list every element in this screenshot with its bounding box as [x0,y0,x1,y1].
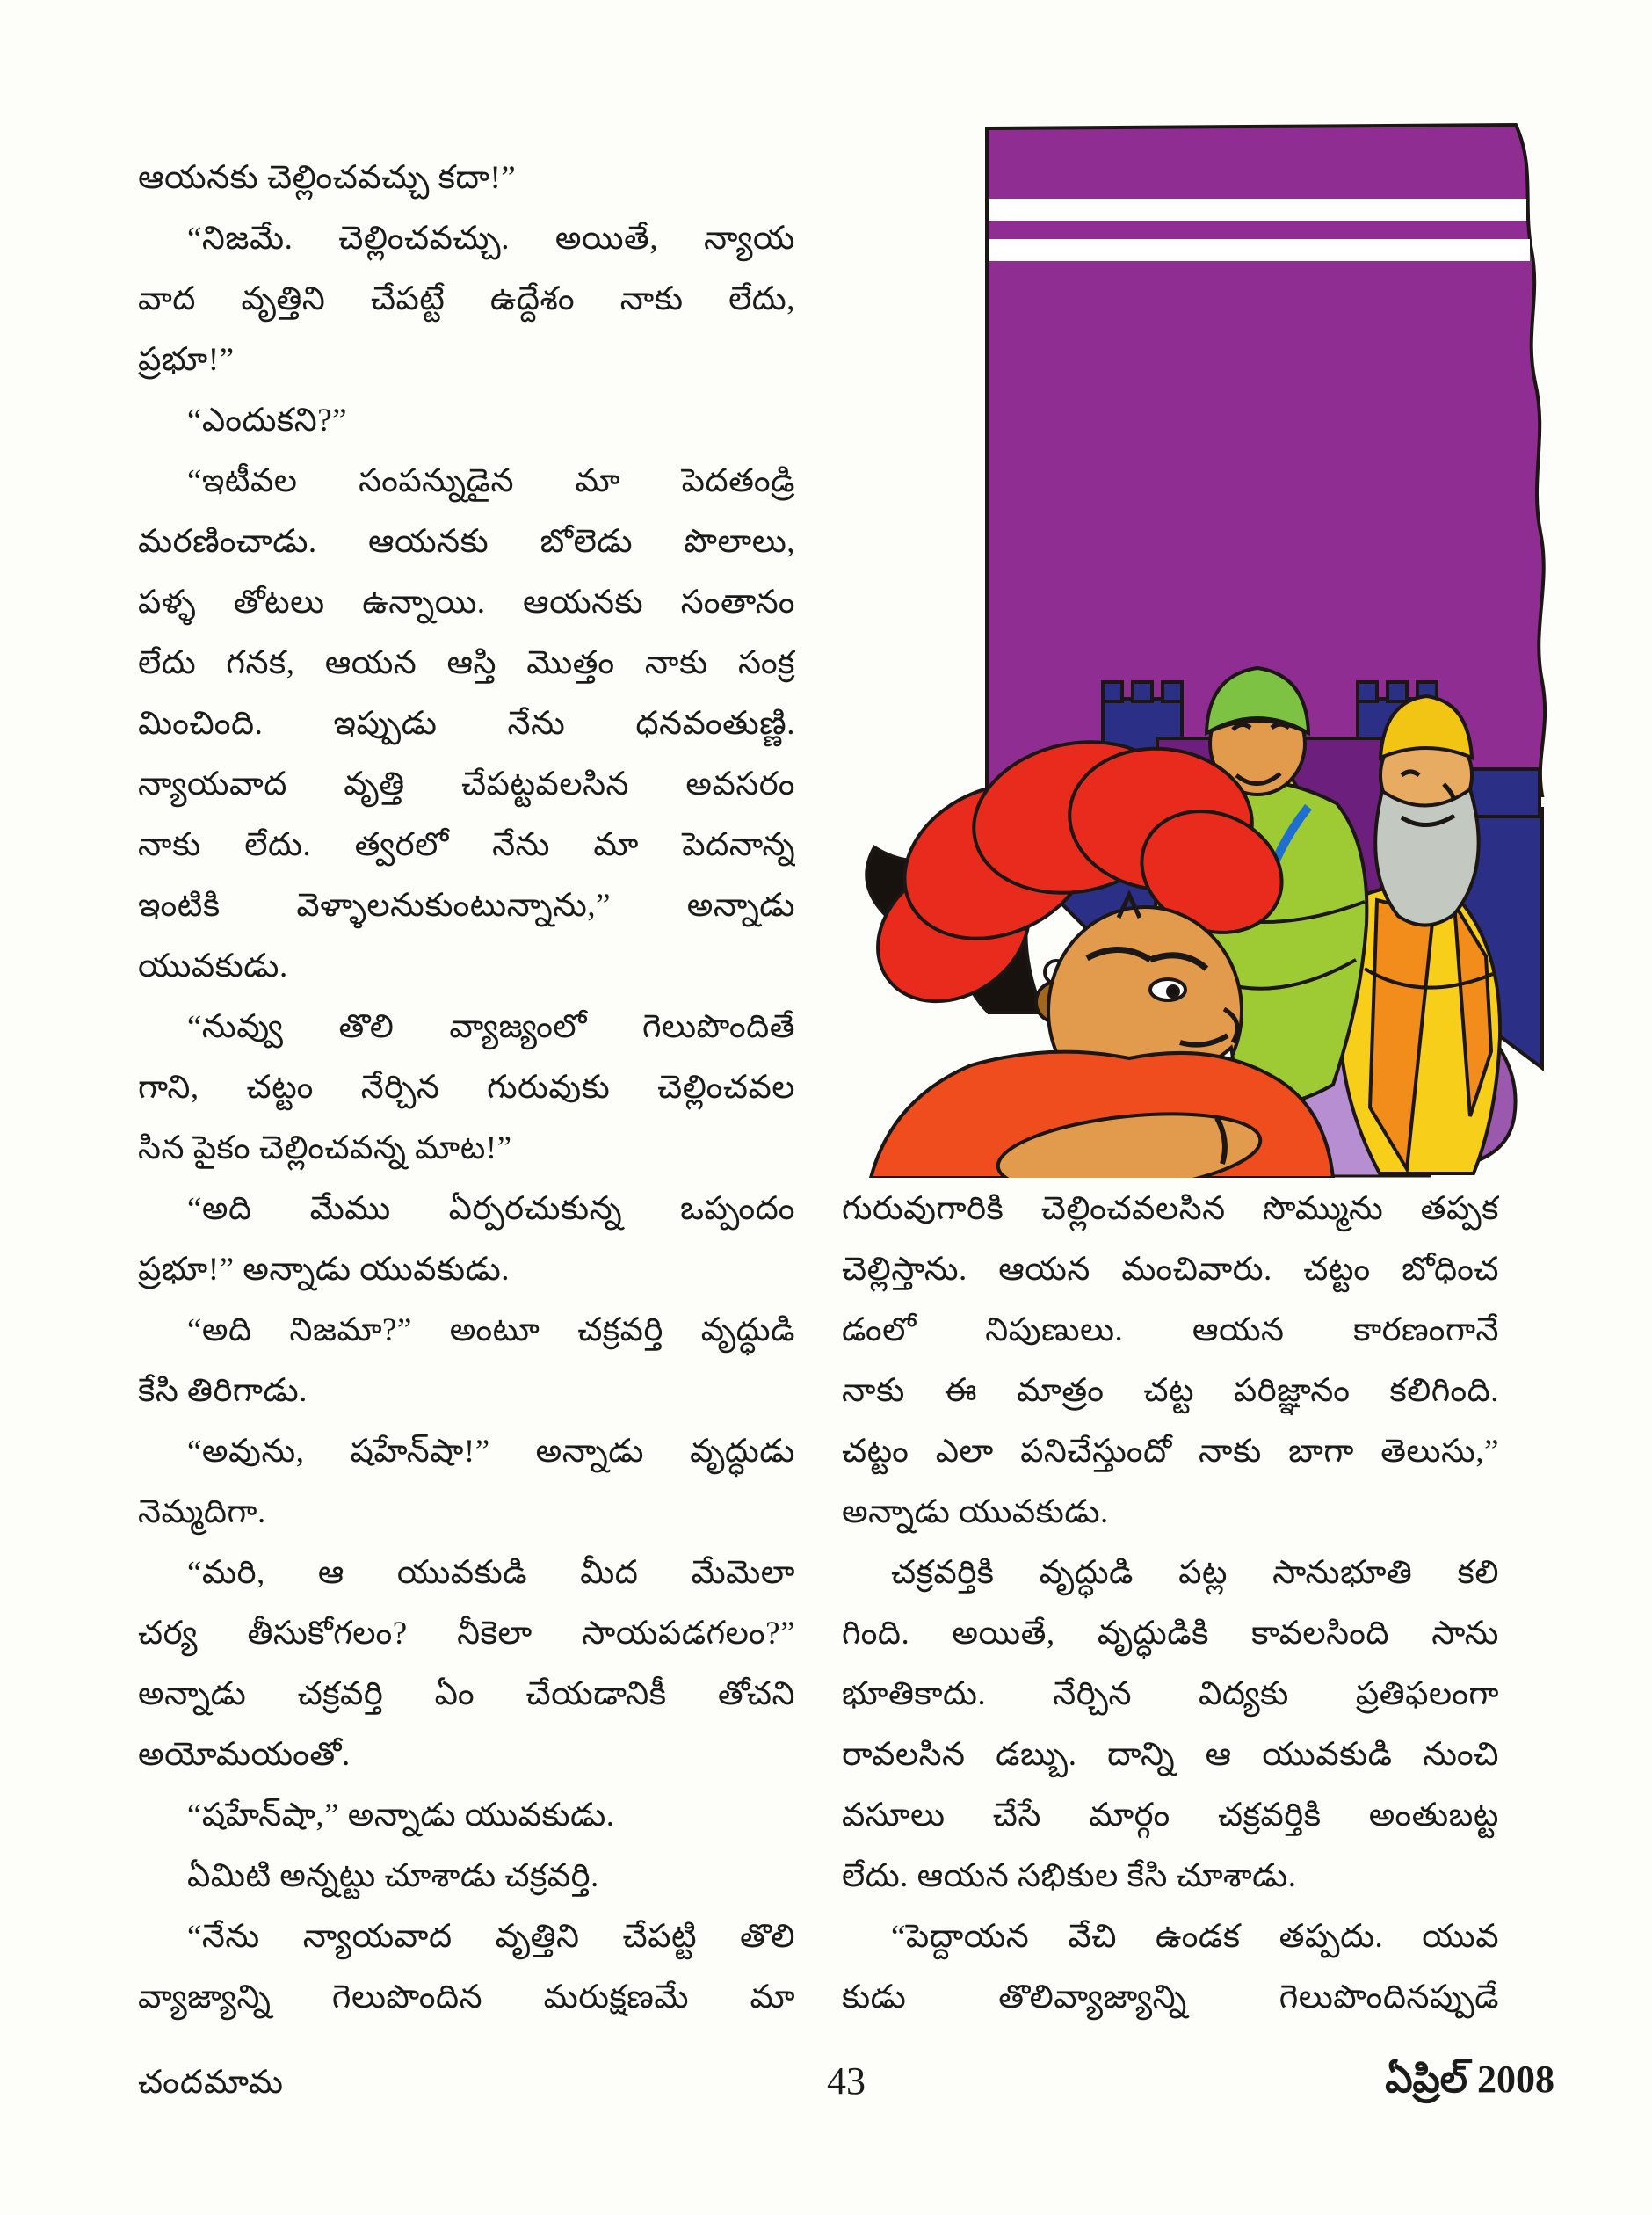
issue-date: ఏప్రిల్ 2008 [1385,2058,1554,2101]
story-text-line: ఏమిటి అన్నట్టు చూశాడు చక్రవర్తి. [187,1858,599,1894]
story-text-line: చెల్లిస్తాను. ఆయన మంచివారు. చట్టం బోధించ [842,1252,1499,1288]
story-text-line: “ఇటీవల సంపన్నుడైన మా పెదతండ్రి [187,463,795,499]
story-text-line: అయోమయంతో. [138,1737,351,1773]
story-text-line: “నిజమే. చెల్లించవచ్చు. అయితే, న్యాయ [187,221,795,257]
story-text-line: గురువుగారికి చెల్లించవలసిన సొమ్మును తప్పక [842,1191,1499,1227]
story-text-line: “పెద్దాయన వేచి ఉండక తప్పదు. యువ [891,1919,1499,1955]
story-text-line: వాద వృత్తిని చేపట్టే ఉద్దేశం నాకు లేదు, [138,281,795,317]
story-text-line: గింది. అయితే, వృద్ధుడికి కావలసింది సాను [842,1616,1499,1652]
magazine-name: చందమామ [138,2065,285,2101]
story-right-column [842,1179,1499,2028]
story-left-column [138,148,795,2028]
page-footer [138,2055,1554,2117]
story-text-line: “అది నిజమా?” అంటూ చక్రవర్తి వృద్ధుడి [187,1312,795,1348]
story-text-line: నాకు ఈ మాత్రం చట్ట పరిజ్ఞానం కలిగింది. [842,1373,1499,1409]
story-text-line: వ్యాజ్యాన్ని గెలుపొందిన మరుక్షణమే మా [138,1979,795,2015]
story-text-line: అన్నాడు యువకుడు. [842,1494,1109,1530]
story-text-line: రావలసిన డబ్బు. దాన్ని ఆ యువకుడి నుంచి [842,1737,1499,1773]
story-text-line: చక్రవర్తికి వృద్ధుడి పట్ల సానుభూతి కలి [891,1555,1499,1591]
story-text-line: “షహేన్‌షా,” అన్నాడు యువకుడు. [187,1797,615,1834]
story-text-line: లేదు. ఆయన సభికుల కేసి చూశాడు. [842,1858,1297,1894]
turban-man-pupil [1168,986,1178,997]
story-text-line: “నేను న్యాయవాద వృత్తిని చేపట్టి తొలి [187,1919,795,1955]
story-text-line: చట్టం ఎలా పనిచేస్తుందో నాకు బాగా తెలుసు,” [842,1434,1499,1470]
story-text-line: న్యాయవాద వృత్తి చేపట్టవలసిన అవసరం [138,766,795,802]
story-text-line: సిన పైకం చెల్లించవన్న మాట!” [138,1130,512,1166]
story-text-line: నెమ్మదిగా. [138,1494,266,1530]
story-text-line: నాకు లేదు. త్వరలో నేను మా పెదనాన్న [138,827,795,863]
story-text-line: మరణించాడు. ఆయనకు బోలెడు పొలాలు, [138,524,795,560]
story-text-line: “ఎందుకని?” [187,403,348,439]
story-illustration-svg [839,123,1582,1178]
story-text-line: “అవును, షహేన్‌షా!” అన్నాడు వృద్ధుడు [187,1434,795,1470]
story-illustration [839,123,1582,1178]
page-number: 43 [827,2059,866,2102]
story-text-line: ఆయనకు చెల్లించవచ్చు కదా!” [138,160,517,196]
story-text-line: ప్రభూ!” అన్నాడు యువకుడు. [138,1252,511,1288]
story-text-line: కుడు తొలివ్యాజ్యాన్ని గెలుపొందినప్పుడే [842,1979,1499,2015]
banner-stripe [989,239,1530,261]
story-text-line: యువకుడు. [138,948,288,984]
story-text-line: “మరి, ఆ యువకుడి మీద మేమెలా [187,1555,795,1591]
story-text-line: “అది మేము ఏర్పరచుకున్న ఒప్పందం [187,1191,795,1227]
story-text-line: వసూలు చేసే మార్గం చక్రవర్తికి అంతుబట్ట [842,1797,1499,1834]
story-text-line: పళ్ళ తోటలు ఉన్నాయి. ఆయనకు సంతానం [138,585,795,621]
story-text-line: ఇంటికి వెళ్ళాలనుకుంటున్నాను,” అన్నాడు [138,888,795,924]
story-text-line: “నువ్వు తొలి వ్యాజ్యంలో గెలుపొందితే [187,1009,795,1045]
story-text-line: ప్రభూ!” [138,342,235,378]
story-text-line: కేసి తిరిగాడు. [138,1373,308,1409]
story-text-line: లేదు గనక, ఆయన ఆస్తి మొత్తం నాకు సంక్ర [138,645,795,681]
story-text-line: డంలో నిపుణులు. ఆయన కారణంగానే [842,1312,1499,1348]
old-man-beard [1375,789,1478,926]
story-text-line: భూతికాదు. నేర్చిన విద్యకు ప్రతిఫలంగా [842,1676,1499,1712]
story-text-line: చర్య తీసుకోగలం? నీకెలా సాయపడగలం?” [138,1616,795,1652]
banner-stripe [989,199,1526,221]
story-text-line: గాని, చట్టం నేర్చిన గురువుకు చెల్లించవల [138,1070,795,1106]
story-text-line: మించింది. ఇప్పుడు నేను ధనవంతుణ్ణి. [138,706,795,742]
story-text-line: అన్నాడు చక్రవర్తి ఏం చేయడానికీ తోచని [138,1676,795,1712]
